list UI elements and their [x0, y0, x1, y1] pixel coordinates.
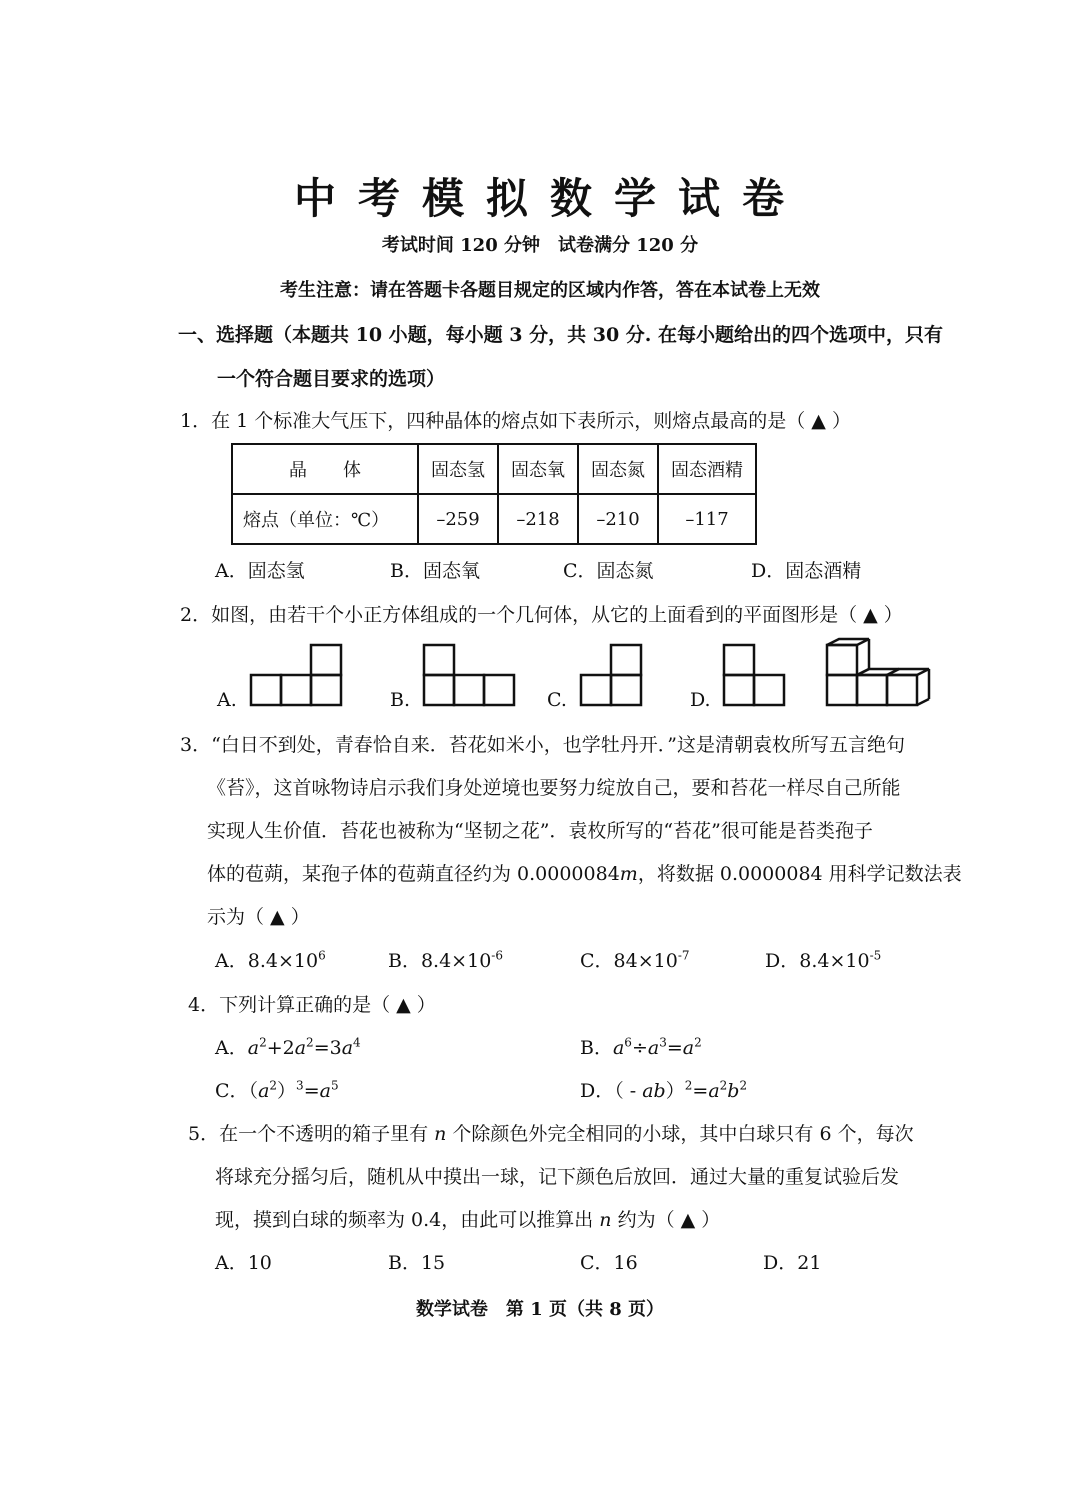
option-label: A．: [215, 1037, 248, 1059]
q5-line1-part: 个除颜色外完全相同的小球，其中白球只有 6 个，每次: [446, 1123, 914, 1145]
q3-line4-pre: 体的苞蒴，某孢子体的苞蒴直径约为 0.0000084: [207, 863, 620, 885]
q3-option-a[interactable]: [215, 946, 326, 973]
q2-option-d-figure[interactable]: [723, 644, 788, 706]
q5-line1-part: 5．在一个不透明的箱子里有: [188, 1123, 435, 1145]
q2-option-c-label[interactable]: C.: [547, 689, 567, 711]
q1-option-b[interactable]: B．固态氧: [390, 560, 480, 582]
q1-option-c[interactable]: C．固态氮: [563, 560, 654, 582]
section-heading-line1: 一、选择题（本题共 10 小题，每小题 3 分，共 30 分. 在每小题给出的四个选项中，只有: [178, 324, 944, 346]
option-base: 8.4×10: [420, 950, 492, 972]
option-exponent: -7: [677, 948, 690, 963]
q5-option-b[interactable]: B．15: [388, 1252, 446, 1274]
q2-option-b-figure[interactable]: [423, 644, 518, 706]
table-row: [232, 494, 756, 544]
question-3-line2: 《苔》，这首咏物诗启示我们身处逆境也要努力绽放自己，要和苔花一样尽自己所能: [207, 777, 901, 799]
option-base: 8.4×10: [799, 950, 870, 972]
table-cell: 固态氮: [578, 444, 658, 494]
table-cell: –259: [418, 494, 498, 544]
q4-option-a[interactable]: A．$a^2+2a^2=3a^4$: [215, 1035, 361, 1059]
option-label: A．: [215, 950, 248, 972]
q4-option-d[interactable]: D．（ - $ab)^2=a^2b^2$: [580, 1078, 748, 1102]
q2-option-a-figure[interactable]: [250, 644, 345, 706]
table-header-row: [232, 444, 756, 494]
q5-option-d[interactable]: D．21: [763, 1252, 822, 1274]
q3-option-d[interactable]: [765, 946, 881, 973]
option-base: 8.4×10: [247, 950, 319, 972]
exam-notice: 考生注意：请在答题卡各题目规定的区域内作答，答在本试卷上无效: [280, 280, 820, 301]
question-3-line4: [207, 859, 962, 886]
question-5-line2: 将球充分摇匀后，随机从中摸出一球，记下颜色后放回．通过大量的重复试验后发: [215, 1166, 900, 1188]
q3-option-c[interactable]: [580, 946, 690, 973]
option-label: D．: [580, 1080, 615, 1102]
option-label: B．: [580, 1037, 613, 1059]
exam-info: 考试时间 120 分钟 试卷满分 120 分: [381, 235, 699, 256]
q1-option-a[interactable]: A．固态氢: [215, 560, 305, 582]
q2-option-c-figure[interactable]: [580, 644, 645, 706]
exam-title: 中考模拟数学试卷: [293, 174, 806, 223]
option-exponent: -6: [491, 948, 503, 963]
table-cell: 晶 体: [232, 444, 418, 494]
q3-line4-post: ，将数据 0.0000084 用科学记数法表: [637, 863, 962, 885]
option-exponent: 6: [318, 948, 326, 963]
unit-m: m: [619, 863, 638, 885]
q3-option-b[interactable]: [388, 946, 503, 973]
q2-option-a-label[interactable]: A.: [217, 689, 237, 711]
question-3-line3: 实现人生价值．苔花也被称为“坚韧之花”．袁枚所写的“苔花”很可能是苔类孢子: [207, 820, 873, 842]
table-cell: –218: [498, 494, 578, 544]
question-1-stem: 1．在 1 个标准大气压下，四种晶体的熔点如下表所示，则熔点最高的是（ ▲ ）: [180, 410, 851, 432]
question-2-stem: 2．如图，由若干个小正方体组成的一个几何体，从它的上面看到的平面图形是（ ▲ ）: [180, 604, 903, 626]
table-cell: –210: [578, 494, 658, 544]
option-exponent: -5: [869, 948, 882, 963]
q5-option-a[interactable]: A．10: [215, 1252, 272, 1274]
option-label: C．: [215, 1080, 249, 1102]
option-label: C．: [580, 950, 614, 972]
table-cell: 熔点（单位：℃）: [232, 494, 418, 544]
table-cell: 固态氢: [418, 444, 498, 494]
q5-option-c[interactable]: C．16: [580, 1252, 638, 1274]
section-heading-line2: 一个符合题目要求的选项）: [217, 368, 446, 390]
page-footer: 数学试卷 第 1 页（共 8 页）: [415, 1299, 665, 1320]
q5-line3-part: 约为（ ▲ ）: [611, 1209, 721, 1231]
option-label: D．: [765, 950, 800, 972]
table-cell: –117: [658, 494, 756, 544]
q4-option-b[interactable]: B．$a^6\div a^3=a^2$: [580, 1035, 702, 1059]
q1-option-d[interactable]: D．固态酒精: [751, 560, 862, 582]
question-4-stem: 4．下列计算正确的是（ ▲ ）: [188, 994, 436, 1016]
q2-option-b-label[interactable]: B.: [390, 689, 411, 711]
option-base: 84×10: [613, 950, 678, 972]
table-cell: 固态氧: [498, 444, 578, 494]
question-5-line1: [188, 1119, 914, 1146]
q5-line3-part: 现，摸到白球的频率为 0.4，由此可以推算出: [215, 1209, 600, 1231]
melting-point-table: [231, 443, 757, 545]
q2-option-d-label[interactable]: D.: [690, 689, 711, 711]
option-label: B．: [388, 950, 421, 972]
q4-option-c[interactable]: C．$(a^2)^3=a^5$: [215, 1078, 339, 1102]
var-n: n: [599, 1209, 612, 1231]
question-3-line5: 示为（ ▲ ）: [207, 906, 310, 928]
table-cell: 固态酒精: [658, 444, 756, 494]
question-3-line1: 3．“白日不到处，青春恰自来．苔花如米小，也学牡丹开．”这是清朝袁枚所写五言绝句: [180, 734, 906, 756]
q2-solid-figure: [826, 638, 944, 708]
var-n: n: [434, 1123, 447, 1145]
question-5-line3: [215, 1205, 720, 1232]
